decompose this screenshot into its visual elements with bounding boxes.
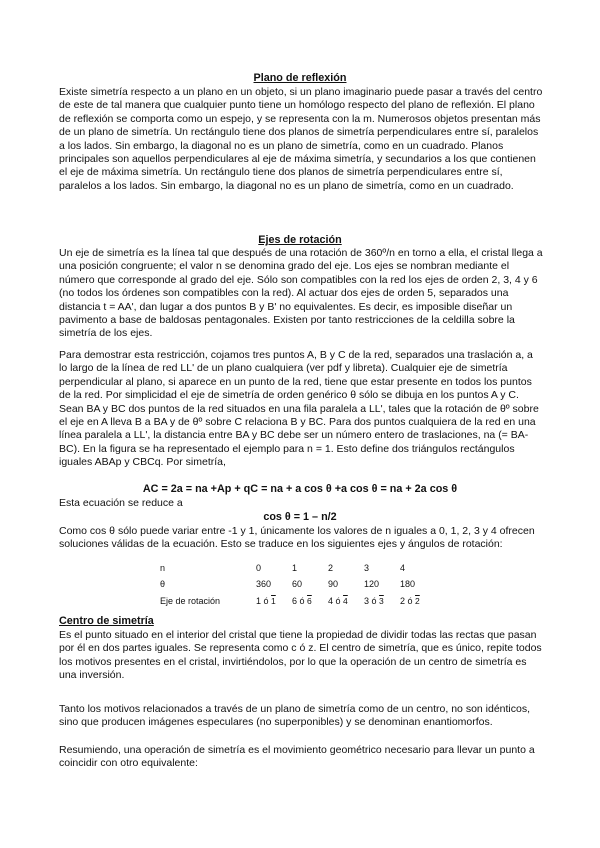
rotation-table <box>160 560 436 610</box>
paragraph-centro-3: Resumiendo, una operación de simetría es el movimiento geométrico necesario para llevar un punto a coincidir con otro equivalente: <box>59 744 535 770</box>
equation-cos: cos θ = 1 – n/2 <box>263 511 337 523</box>
axis-separator: ó <box>405 595 416 606</box>
paragraph-centro-1: Es el punto situado en el interior del cristal que tiene la propiedad de dividir todas las rectas que pasan por él en dos partes iguales. Se representa como c ó z. El centro de simetría, que es único, repite todos los motivos presentes en el cristal, invirtiéndolos, por lo que la operación de un centro de simetría es una inversión. <box>59 629 542 682</box>
table-row-axes <box>160 593 436 610</box>
cell-n: 3 <box>364 562 370 573</box>
cell-n: 2 <box>328 562 334 573</box>
row-label: n <box>160 562 166 573</box>
axis-separator: ó <box>261 595 272 606</box>
cell-theta: 120 <box>364 579 380 590</box>
cell-axis <box>400 593 436 610</box>
equation-ac: AC = 2a = na +Ap + qC = na + a cos θ +a cos θ = na + 2a cos θ <box>142 483 458 495</box>
axis-inversion: 4 <box>343 595 348 606</box>
axis-inversion: 3 <box>379 595 384 606</box>
cell-axis <box>328 593 364 610</box>
reduce-text: Esta ecuación se reduce a <box>59 497 183 509</box>
axis-separator: ó <box>369 595 380 606</box>
cell-theta: 60 <box>292 579 303 590</box>
paragraph-rotacion-3: Como cos θ sólo puede variar entre -1 y 1, únicamente los valores de n iguales a 0, 1, 2, 3 y 4 ofrecen soluciones válidas de la ecuación. Esto se traduce en los siguientes ejes y ángulos de rotación: <box>59 525 535 551</box>
paragraph-centro-2: Tanto los motivos relacionados a través de un plano de simetría como de un centro, no son idénticos, sino que producen imágenes especulares (no superponibles) y se denominan enantiomorfos. <box>59 703 531 729</box>
section-title-centro: Centro de simetría <box>59 615 154 627</box>
cell-n: 0 <box>256 562 262 573</box>
table-row-n <box>160 560 436 577</box>
axis-number: 4 <box>328 595 334 606</box>
section-title-rotacion: Ejes de rotación <box>258 234 342 246</box>
table-row-theta <box>160 577 436 594</box>
section-title-reflexion: Plano de reflexión <box>253 72 347 84</box>
axis-inversion: 2 <box>415 595 420 606</box>
cell-theta: 360 <box>256 579 272 590</box>
cell-n: 1 <box>292 562 298 573</box>
axis-number: 6 <box>292 595 298 606</box>
paragraph-reflexion: Existe simetría respecto a un plano en un objeto, si un plano imaginario puede pasar a través del centro de este de tal manera que cualquier punto tiene un homólogo respecto del plano de reflexión. El plano de reflexión se comporta como un espejo, y se representa con la m. Numerosos objetos presentan más de un plano de simetría. Un rectángulo tiene dos planos de simetría perpendiculares entre sí, paralelos a los lados. Sin embargo, la diagonal no es un plano de simetría, como en un cuadrado. Planos principales son aquellos perpendiculares al eje de máxima simetría, y secundarios a los que contienen el eje de máxima simetría. Un rectángulo tiene dos planos de simetría perpendiculares entre sí, paralelos a los lados. Sin embargo, la diagonal no es un plano de simetría, como en un cuadrado. <box>59 86 543 192</box>
cell-axis <box>292 593 328 610</box>
row-label: θ <box>160 579 166 590</box>
cell-n: 4 <box>400 562 406 573</box>
axis-separator: ó <box>297 595 308 606</box>
cell-axis <box>364 593 400 610</box>
axis-separator: ó <box>333 595 344 606</box>
row-label: Eje de rotación <box>160 595 221 606</box>
axis-inversion: 1 <box>271 595 276 606</box>
axis-number: 1 <box>256 595 262 606</box>
axis-inversion: 6 <box>307 595 312 606</box>
axis-number: 3 <box>364 595 370 606</box>
cell-theta: 180 <box>400 579 416 590</box>
axis-number: 2 <box>400 595 406 606</box>
paragraph-rotacion-2: Para demostrar esta restricción, cojamos tres puntos A, B y C de la red, separados una traslación a, a lo largo de la línea de red LL' de un plano cualquiera (ver pdf y libreta). Cualquier eje de simetría perpendicular al plano, si aparece en un punto de la red, tiene que estar presente en todos los puntos de la red. Por simplicidad el eje de simetría de orden genérico θ sólo se dibuja en los puntos A y C. Sean BA y BC dos puntos de la red situados en una fila paralela a LL', tales que la rotación de θº sobre el eje en A lleva B a BA y de θº sobre C relaciona B y BC. Para dos puntos cualquiera de la red en una línea paralela a LL', la distancia entre BA y BC debe ser un número entero de traslaciones, na (= BA-BC). En la figura se ha representado el ejemplo para n = 1. Esto define dos triángulos rectángulos iguales ABAp y CBCq. Por simetría, <box>59 349 539 469</box>
paragraph-rotacion-1: Un eje de simetría es la línea tal que después de una rotación de 360º/n en torno a ella, el cristal llega a una posición congruente; el valor n se denomina grado del eje. Los ejes se nombran mediante el número que corresponde al grado del eje. Sólo son compatibles con la red los ejes de orden 2, 3, 4 y 6 (no todos los órdenes son compatibles con la red). Al actuar dos ejes de orden 5, separados una distancia t = AA', dan lugar a dos puntos B y B' no equivalentes. Es decir, es imposible diseñar un pavimento a base de baldosas pentagonales. Existen por tanto restricciones de la celdilla sobre la simetría de los ejes. <box>59 247 543 340</box>
cell-axis <box>256 593 292 610</box>
cell-theta: 90 <box>328 579 339 590</box>
